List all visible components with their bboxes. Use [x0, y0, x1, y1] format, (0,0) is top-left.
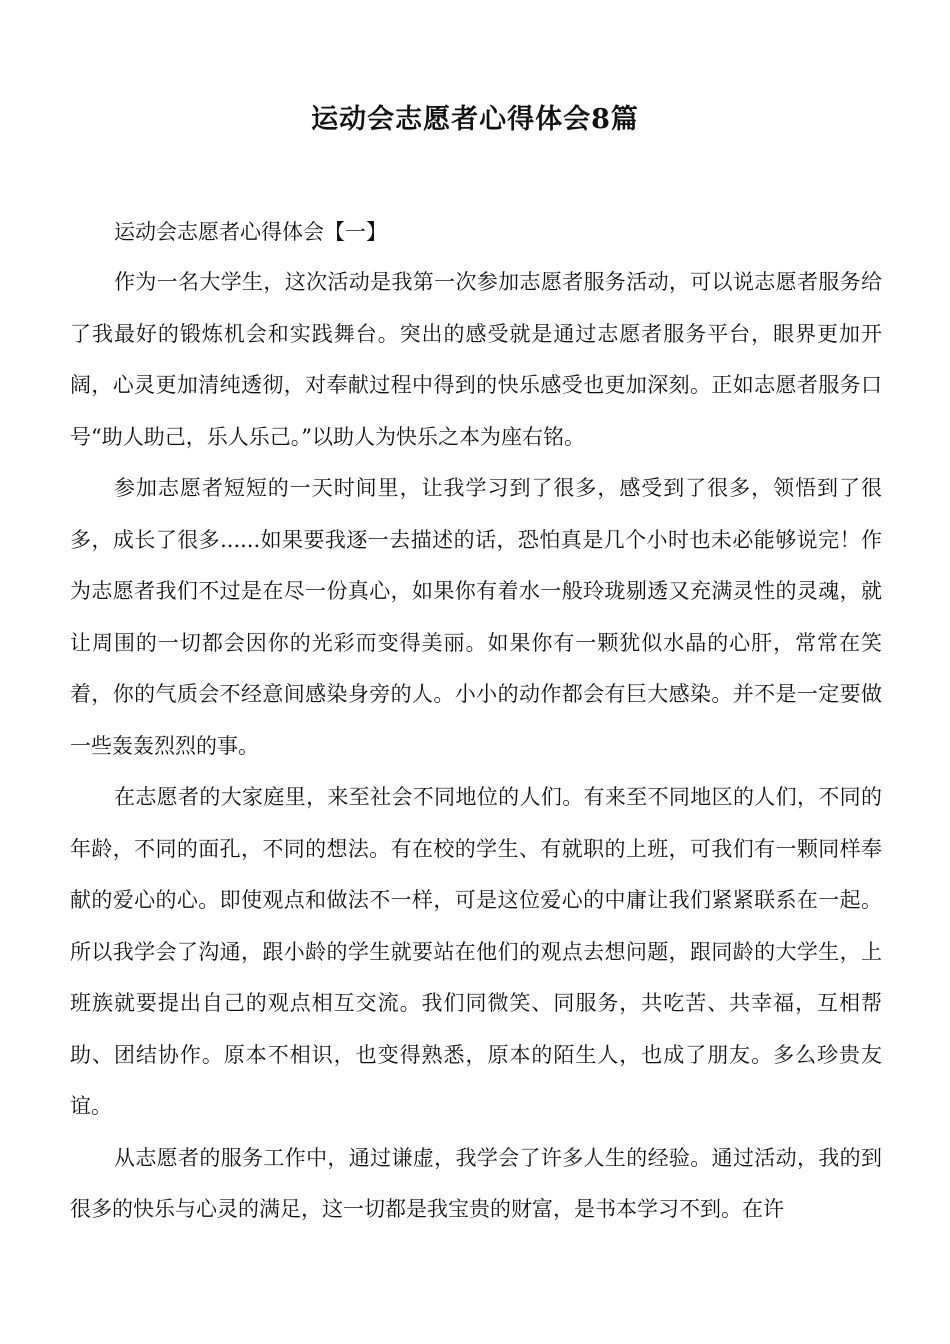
document-body [70, 207, 882, 1236]
paragraph-1: 作为一名大学生，这次活动是我第一次参加志愿者服务活动，可以说志愿者服务给了我最好的锻炼机会和实践舞台。突出的感受就是通过志愿者服务平台，眼界更加开阔，心灵更加清纯透彻，对奉献过程中得到的快乐感受也更加深刻。正如志愿者服务口号“助人助己，乐人乐己。”以助人为快乐之本为座右铭。 [70, 270, 882, 449]
section-heading: 运动会志愿者心得体会【一】 [114, 220, 387, 244]
paragraph-4: 从志愿者的服务工作中，通过谦虚，我学会了许多人生的经验。通过活动，我的到很多的快乐与心灵的满足，这一切都是我宝贵的财富，是书本学习不到。在许 [70, 1145, 882, 1221]
paragraph-3: 在志愿者的大家庭里，来至社会不同地位的人们。有来至不同地区的人们，不同的年龄，不同的面孔，不同的想法。有在校的学生、有就职的上班，可我们有一颗同样奉献的爱心的心。即使观点和做法不一样，可是这位爱心的中庸让我们紧紧联系在一起。所以我学会了沟通，跟小龄的学生就要站在他们的观点去想问题，跟同龄的大学生，上班族就要提出自己的观点相互交流。我们同微笑、同服务，共吃苦、共幸福，互相帮助、团结协作。原本不相识，也变得熟悉，原本的陌生人，也成了朋友。多么珍贵友谊。 [70, 785, 882, 1118]
document-title: 运动会志愿者心得体会8篇 [311, 104, 639, 135]
paragraph-2: 参加志愿者短短的一天时间里，让我学习到了很多，感受到了很多，领悟到了很多，成长了很多......如果要我逐一去描述的话，恐怕真是几个小时也未必能够说完！作为志愿者我们不过是在尽一份真心，如果你有着水一般玲珑剔透又充满灵性的灵魂，就让周围的一切都会因你的光彩而变得美丽。如果你有一颗犹似水晶的心肝，常常在笑着，你的气质会不经意间感染身旁的人。小小的动作都会有巨大感染。并不是一定要做一些轰轰烈烈的事。 [70, 476, 882, 758]
